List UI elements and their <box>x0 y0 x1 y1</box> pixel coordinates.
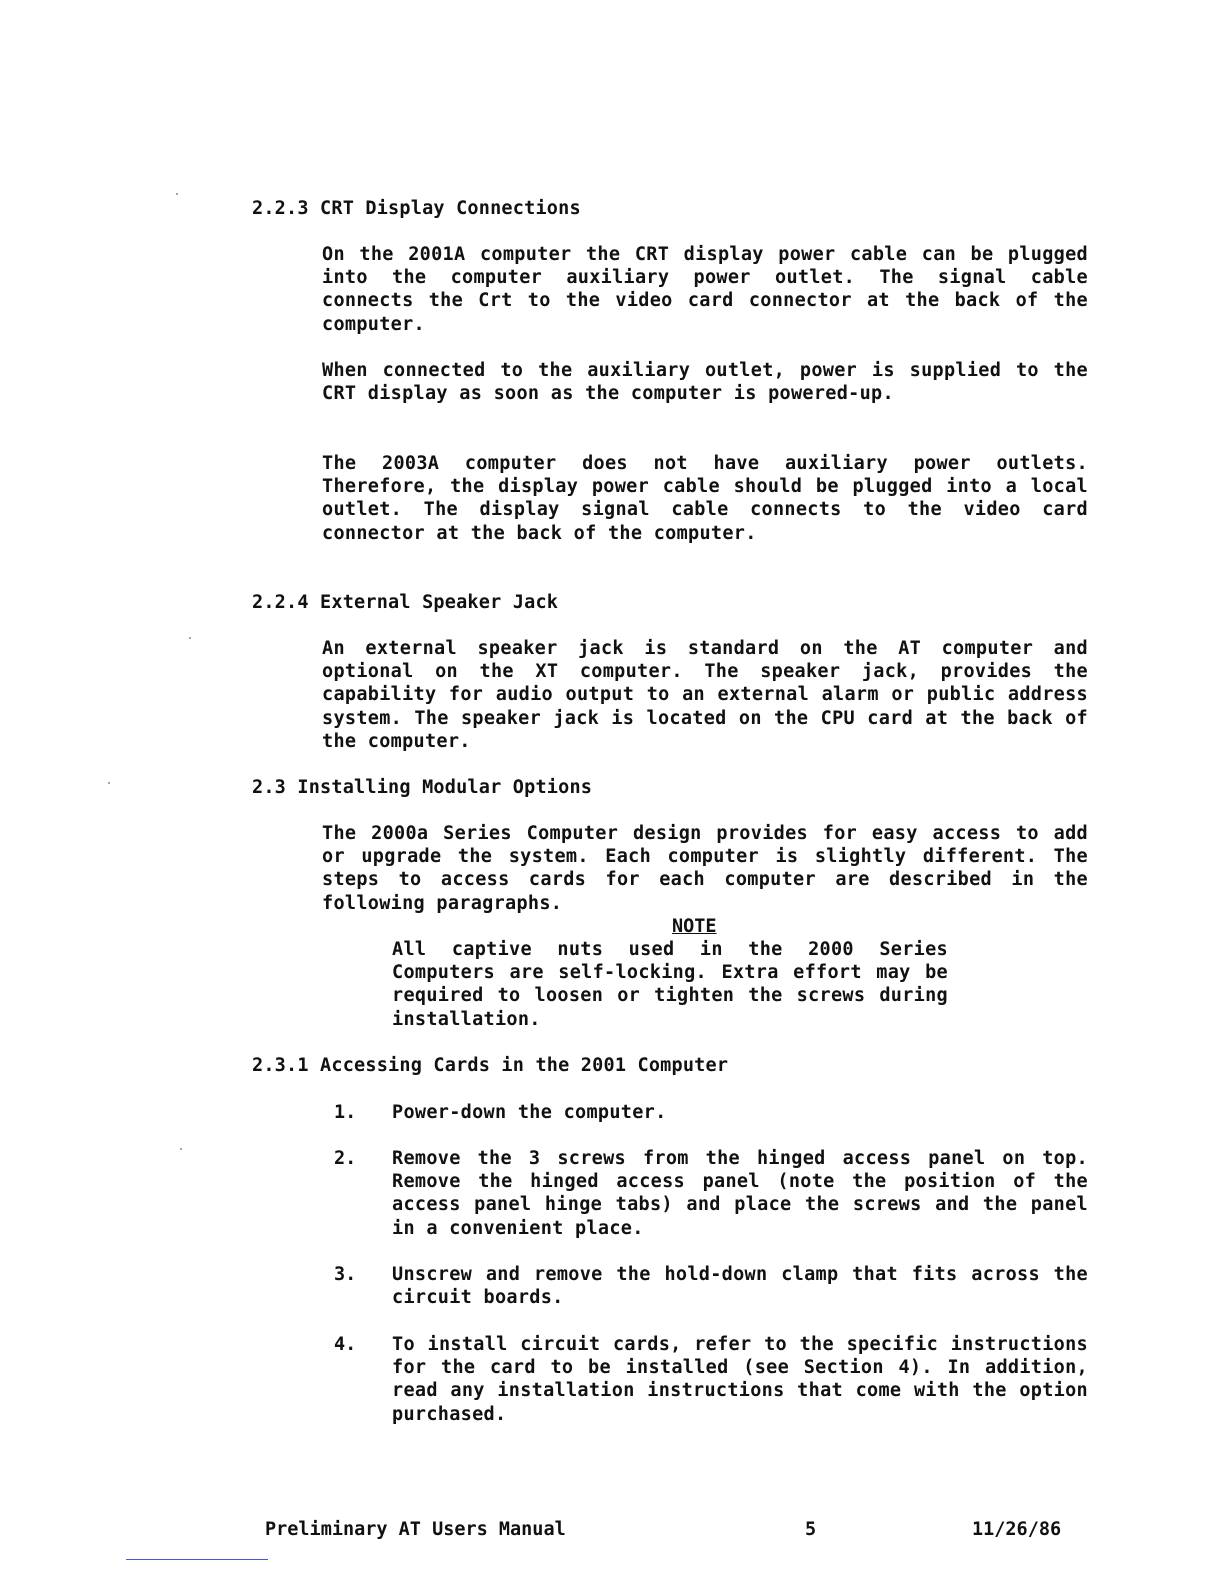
step-number: 2. <box>334 1148 357 1169</box>
crt-paragraph-3: The 2003A computer does not have auxiliary power outlets. Therefore, the display power cable should be plugged into a local outlet. The display signal cable connects to the video card connector at the back of the computer. <box>322 453 1088 544</box>
scan-speck <box>180 1148 182 1150</box>
footer-title: Preliminary AT Users Manual <box>265 1519 566 1540</box>
footer-rule <box>126 1559 268 1560</box>
footer-date: 11/26/86 <box>972 1519 1062 1540</box>
step-number: 3. <box>334 1264 357 1285</box>
step-text: Remove the 3 screws from the hinged access panel on top. Remove the hinged access panel (note the position of the access panel hinge tabs) and place the screws and the panel in a convenient place. <box>392 1148 1088 1239</box>
crt-paragraph-1: On the 2001A computer the CRT display power cable can be plugged into the computer auxiliary power outlet. The signal cable connects the Crt to the video card connector at the back of the computer. <box>322 244 1088 335</box>
speaker-paragraph: An external speaker jack is standard on the AT computer and optional on the XT computer. The speaker jack, provides the capability for audio output to an external alarm or public address system. The speaker jack is located on the CPU card at the back of the computer. <box>322 638 1088 752</box>
section-heading-speaker: 2.2.4 External Speaker Jack <box>252 592 559 613</box>
scan-speck <box>189 637 191 639</box>
modular-paragraph: The 2000a Series Computer design provides for easy access to add or upgrade the system. Each computer is slightly different. The steps to access cards for each computer are described in the following paragraphs. <box>322 823 1088 914</box>
step-text: Unscrew and remove the hold-down clamp that fits across the circuit boards. <box>392 1264 1088 1309</box>
section-heading-crt: 2.2.3 CRT Display Connections <box>252 198 581 219</box>
step-number: 1. <box>334 1102 357 1123</box>
scan-speck <box>176 193 178 195</box>
step-text: Power-down the computer. <box>392 1102 667 1123</box>
note-text: All captive nuts used in the 2000 Series Computers are self-locking. Extra effort may be required to loosen or tighten the screws during installation. <box>392 939 948 1030</box>
note-title: NOTE <box>672 916 717 937</box>
crt-paragraph-2: When connected to the auxiliary outlet, power is supplied to the CRT display as soon as the computer is powered-up. <box>322 360 1088 405</box>
footer-page-number: 5 <box>805 1519 817 1540</box>
section-heading-accessing: 2.3.1 Accessing Cards in the 2001 Computer <box>252 1055 729 1076</box>
section-heading-modular: 2.3 Installing Modular Options <box>252 777 593 798</box>
scan-speck <box>108 782 110 784</box>
step-text: To install circuit cards, refer to the specific instructions for the card to be installed (see Section 4). In addition, read any installation instructions that come with the option purchased. <box>392 1334 1088 1425</box>
step-number: 4. <box>334 1334 357 1355</box>
